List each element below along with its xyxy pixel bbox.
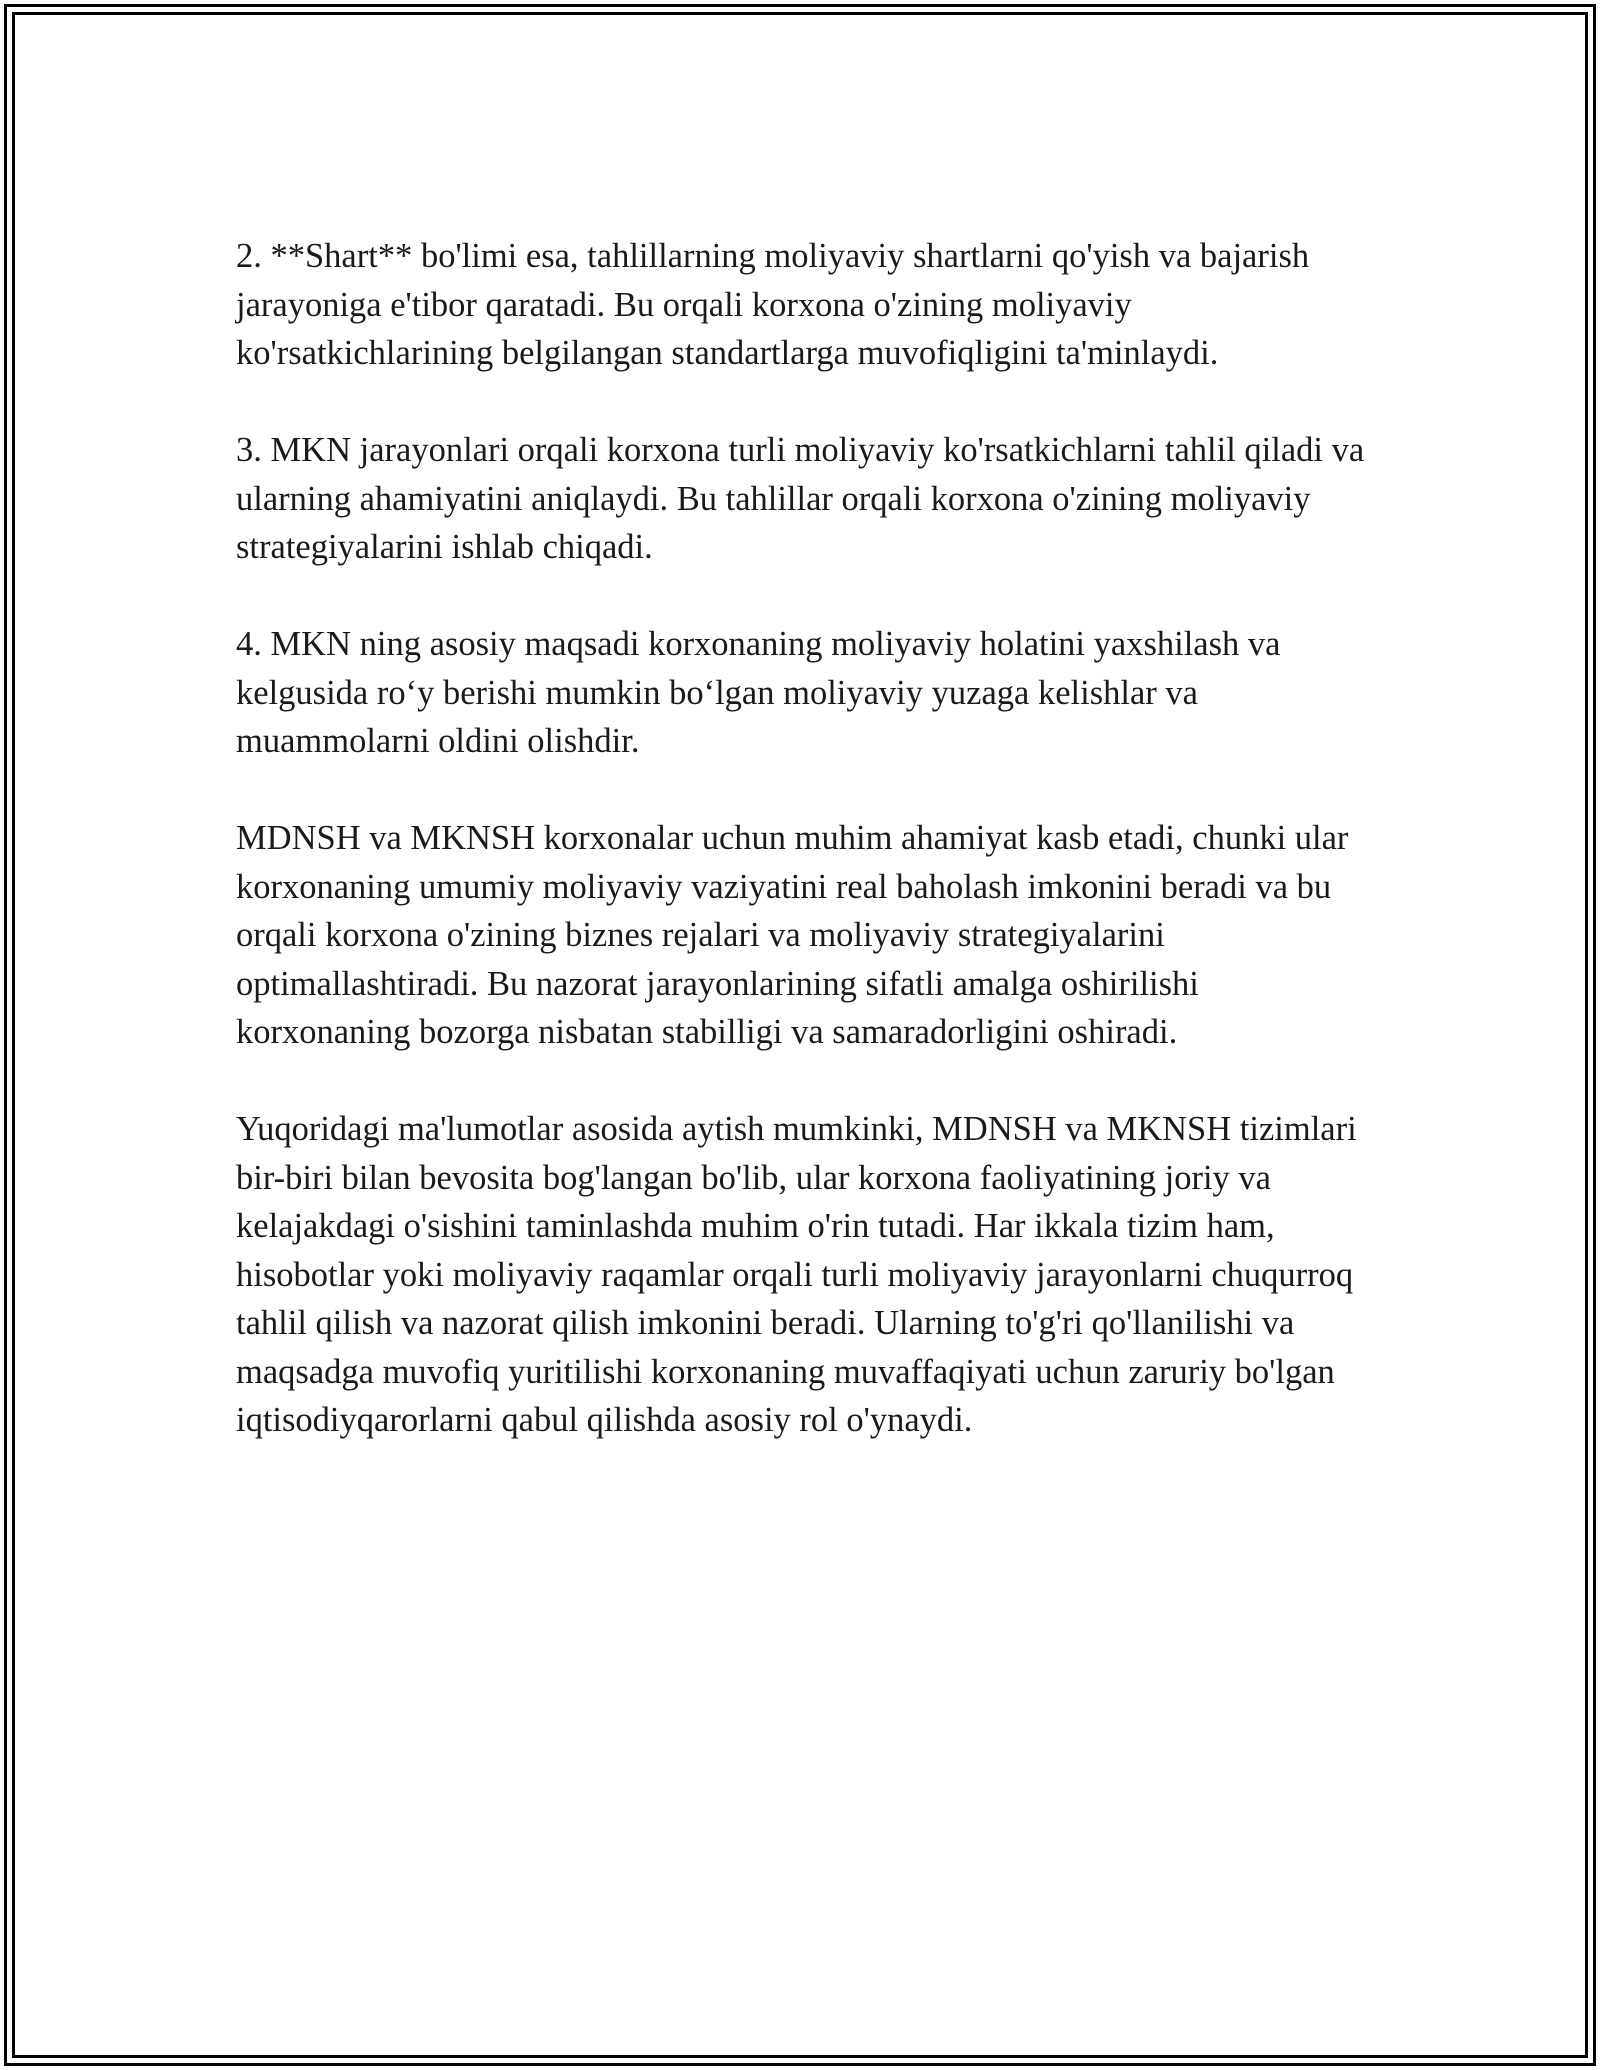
- paragraph-mkn-processes: 3. MKN jarayonlari orqali korxona turli moliyaviy ko'rsatkichlarni tahlil qiladi va ularning ahamiyatini aniqlaydi. Bu tahlillar orqali korxona o'zining moliyaviy strategiyalarini ishlab chiqadi.: [236, 431, 1365, 566]
- document-body: [236, 232, 1366, 1493]
- paragraph-mdnsh-mknsh-importance: MDNSH va MKNSH korxonalar uchun muhim ahamiyat kasb etadi, chunki ular korxonaning umumiy moliyaviy vaziyatini real baholash imkonini beradi va bu orqali korxona o'zining biznes rejalari va moliyaviy strategiyalarini optimallashtiradi. Bu nazorat jarayonlarining sifatli amalga oshirilishi korxonaning bozorga nisbatan stabilligi va samaradorligini oshiradi.: [236, 819, 1349, 1051]
- paragraph-shart: 2. **Shart** bo'limi esa, tahlillarning moliyaviy shartlarni qo'yish va bajarish jarayoniga e'tibor qaratadi. Bu orqali korxona o'zining moliyaviy ko'rsatkichlarining belgilangan standartlarga muvofiqligini ta'minlaydi.: [236, 237, 1310, 372]
- paragraph-mkn-goal: 4. MKN ning asosiy maqsadi korxonaning moliyaviy holatini yaxshilash va kelgusida ro‘y berishi mumkin bo‘lgan moliyaviy yuzaga kelishlar va muammolarni oldini olishdir.: [236, 625, 1281, 760]
- paragraph-conclusion: Yuqoridagi ma'lumotlar asosida aytish mumkinki, MDNSH va MKNSH tizimlari bir-biri bilan bevosita bog'langan bo'lib, ular korxona faoliyatining joriy va kelajakdagi o'sishini taminlashda muhim o'rin tutadi. Har ikkala tizim ham, hisobotlar yoki moliyaviy raqamlar orqali turli moliyaviy jarayonlarni chuqurroq tahlil qilish va nazorat qilish imkonini beradi. Ularning to'g'ri qo'llanilishi va maqsadga muvofiq yuritilishi korxonaning muvaffaqiyati uchun zaruriy bo'lgan iqtisodiyqarorlarni qabul qilishda asosiy rol o'ynaydi.: [236, 1110, 1357, 1439]
